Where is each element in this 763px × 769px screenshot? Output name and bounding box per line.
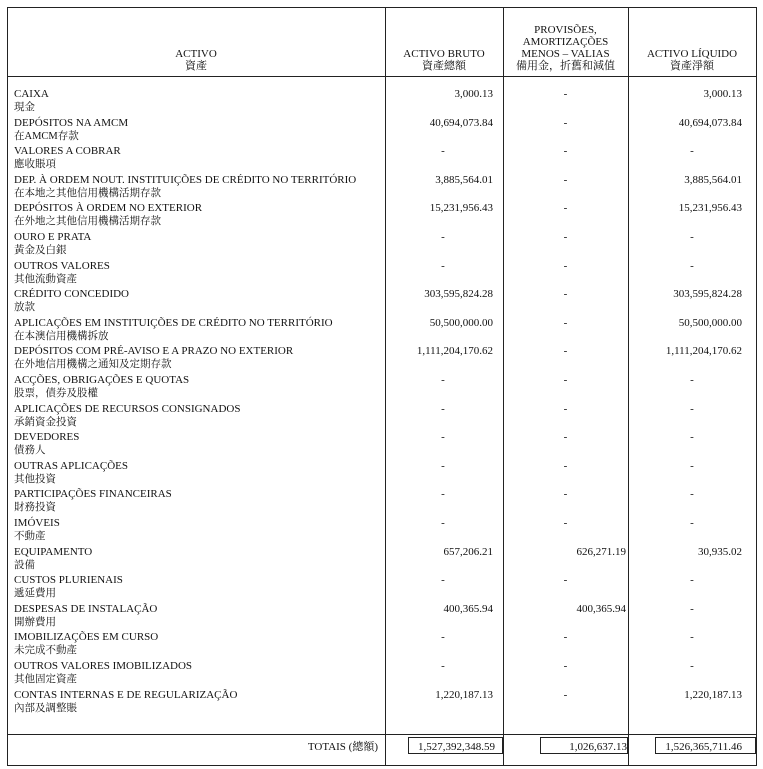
table-row [0,570,763,599]
row-provisoes: - [563,316,568,329]
row-label: EQUIPAMENTO [14,545,93,558]
row-label-zh: 未完成不動產 [14,645,77,657]
row-provisoes: - [563,631,568,644]
header-bruto-label: ACTIVO BRUTO [403,48,485,60]
row-provisoes: - [563,374,568,386]
table-row [0,627,763,656]
row-activo-liquido: - [690,259,694,272]
row-activo-bruto: 1,220,187.13 [435,688,493,701]
row-activo-bruto: - [441,631,445,644]
row-label-zh: 內部及調整賬 [14,702,77,714]
table-bottom-border [7,765,757,766]
row-label-zh: 不動產 [14,531,46,542]
header-provisoes-label: PROVISÕES, AMORTIZAÇÕES MENOS – VALIAS [521,24,610,60]
header-activo [7,12,385,72]
table-row [0,427,763,456]
table-row [0,456,763,485]
row-label: OUTROS VALORES [14,259,110,272]
row-activo-liquido: 303,595,824.28 [673,288,742,301]
row-label-zh: 在本地之其他信用機構活期存款 [14,187,161,199]
row-label: CRÉDITO CONCEDIDO [14,288,129,301]
table-row [0,656,763,685]
row-activo-liquido: - [690,402,694,415]
table-row [0,313,763,342]
row-label-zh: 遞延費用 [14,588,56,600]
header-provisoes-label-zh: 備用金，折舊和減值 [516,60,615,72]
row-activo-bruto: - [441,517,445,529]
row-activo-bruto: - [441,488,445,501]
row-provisoes: - [563,517,568,529]
totals-bruto: 1,527,392,348.59 [418,741,495,753]
row-activo-bruto: 50,500,000.00 [429,316,493,329]
row-activo-liquido: 3,000.13 [703,88,742,100]
row-label-zh: 設備 [14,559,35,571]
totals-label: TOTAIS (總額) [307,741,378,753]
totals-provisoes: 1,026,637.13 [569,741,627,753]
row-provisoes: - [563,431,568,444]
row-label-zh: 開辦費用 [14,616,56,628]
row-provisoes: - [563,574,568,587]
row-activo-liquido: 3,885,564.01 [684,173,742,186]
row-label: APLICAÇÕES EM INSTITUIÇÕES DE CRÉDITO NO TERRITÓRIO [14,316,333,329]
header-activo-label-zh: 資產 [185,60,207,72]
header-provisoes [503,12,628,72]
row-activo-bruto: 3,000.13 [454,88,493,100]
row-activo-liquido: - [690,517,694,529]
row-provisoes: - [563,259,568,272]
row-activo-bruto: - [441,231,445,243]
row-activo-bruto: - [441,431,445,444]
row-activo-liquido: - [690,374,694,386]
row-activo-bruto: - [441,374,445,386]
row-label-zh: 黃金及白銀 [14,245,67,256]
table-row [0,599,763,628]
table-row [0,484,763,513]
row-provisoes: - [563,488,568,501]
row-provisoes: 626,271.19 [576,545,626,558]
row-activo-liquido: 15,231,956.43 [678,202,742,215]
row-activo-bruto: 3,885,564.01 [435,173,493,186]
row-activo-liquido: - [690,574,694,587]
row-label: PARTICIPAÇÕES FINANCEIRAS [14,488,172,501]
row-label: OUTRAS APLICAÇÕES [14,459,128,472]
row-label: APLICAÇÕES DE RECURSOS CONSIGNADOS [14,402,241,415]
row-activo-liquido: - [690,488,694,501]
row-label-zh: 放款 [14,302,35,314]
row-label: ACÇÕES, OBRIGAÇÕES E QUOTAS [14,374,190,386]
row-label: OURO E PRATA [14,231,92,243]
row-activo-bruto: 1,111,204,170.62 [416,345,493,358]
row-activo-liquido: 30,935.02 [698,545,742,558]
header-activo-liquido [628,12,756,72]
row-label: DESPESAS DE INSTALAÇÃO [14,602,158,615]
row-activo-liquido: - [690,631,694,644]
row-activo-bruto: 400,365.94 [443,602,493,615]
row-provisoes: - [563,202,568,215]
row-provisoes: - [563,173,568,186]
row-activo-bruto: 303,595,824.28 [424,288,493,301]
header-activo-label: ACTIVO [175,48,217,60]
row-label: OUTROS VALORES IMOBILIZADOS [14,660,193,672]
table-row [0,284,763,313]
row-label: IMÓVEIS [14,517,60,529]
row-label: VALORES A COBRAR [14,145,121,158]
row-label-zh: 其他固定資產 [14,674,77,685]
row-activo-bruto: - [441,145,445,158]
row-label: DEPÓSITOS COM PRÉ-AVISO E A PRAZO NO EXTERIOR [14,345,294,358]
row-label: DEVEDORES [14,431,80,444]
row-label-zh: 債務人 [14,445,46,457]
table-row [0,198,763,227]
row-activo-liquido: - [690,602,694,615]
row-provisoes: - [563,688,568,701]
header-activo-bruto [385,12,503,72]
row-activo-bruto: 40,694,073.84 [429,116,493,129]
table-row [0,542,763,571]
table-row [0,399,763,428]
table-row [0,141,763,170]
row-activo-liquido: 1,111,204,170.62 [665,345,742,358]
row-label-zh: 股票，債券及股權 [14,388,98,399]
table-row [0,227,763,256]
row-activo-liquido: - [690,431,694,444]
row-provisoes: - [563,402,568,415]
table-row [0,170,763,199]
row-label: CUSTOS PLURIENAIS [14,574,123,587]
row-provisoes: - [563,660,568,672]
header-bruto-label-zh: 資產總額 [422,60,466,72]
row-activo-bruto: - [441,402,445,415]
row-activo-bruto: - [441,459,445,472]
row-provisoes: - [563,459,568,472]
table-row [0,341,763,370]
row-label-zh: 現金 [14,102,35,113]
row-label-zh: 其他投資 [14,473,56,485]
row-activo-liquido: - [690,660,694,672]
row-activo-bruto: - [441,259,445,272]
row-provisoes: - [563,345,568,358]
row-label: DEP. À ORDEM NOUT. INSTITUIÇÕES DE CRÉDITO NO TERRITÓRIO [14,173,357,186]
row-label: DEPÓSITOS À ORDEM NO EXTERIOR [14,202,203,215]
row-activo-liquido: - [690,145,694,158]
row-provisoes: - [563,116,568,129]
row-label: CONTAS INTERNAS E DE REGULARIZAÇÃO [14,688,238,701]
row-label-zh: 應收賬項 [14,159,56,171]
row-label: DEPÓSITOS NA AMCM [14,116,129,129]
row-provisoes: - [563,231,568,243]
row-label-zh: 在本澳信用機構拆放 [14,330,109,342]
table-row [0,513,763,542]
table-row [0,84,763,113]
table-row [0,370,763,399]
row-activo-bruto: - [441,574,445,587]
table-row [0,685,763,714]
row-activo-liquido: - [690,459,694,472]
header-liquido-label: ACTIVO LÍQUIDO [646,48,738,60]
row-provisoes: - [563,288,568,301]
table-top-border [7,7,757,8]
row-label-zh: 在外地信用機構之通知及定期存款 [14,359,172,371]
row-activo-bruto: 15,231,956.43 [429,202,493,215]
header-liquido-label-zh: 資產淨額 [670,60,714,72]
table-row [0,113,763,142]
row-provisoes: - [563,145,568,158]
row-activo-liquido: 50,500,000.00 [678,316,742,329]
totals-divider [7,734,757,735]
row-label: CAIXA [14,88,49,100]
row-provisoes: 400,365.94 [576,602,626,615]
row-activo-bruto: 657,206.21 [443,545,493,558]
table-row [0,256,763,285]
row-label: IMOBILIZAÇÕES EM CURSO [14,631,159,644]
row-label-zh: 在外地之其他信用機構活期存款 [14,216,161,228]
row-activo-bruto: - [441,660,445,672]
header-divider [7,76,757,77]
row-activo-liquido: 1,220,187.13 [684,688,742,701]
row-label-zh: 承銷資金投資 [14,416,77,428]
row-label-zh: 在AMCM存款 [14,130,79,142]
row-activo-liquido: - [690,231,694,243]
row-provisoes: - [563,88,568,100]
row-label-zh: 其他流動資產 [14,273,77,285]
row-activo-liquido: 40,694,073.84 [678,116,742,129]
totals-liquido: 1,526,365,711.46 [665,741,742,753]
row-label-zh: 財務投資 [14,502,56,514]
